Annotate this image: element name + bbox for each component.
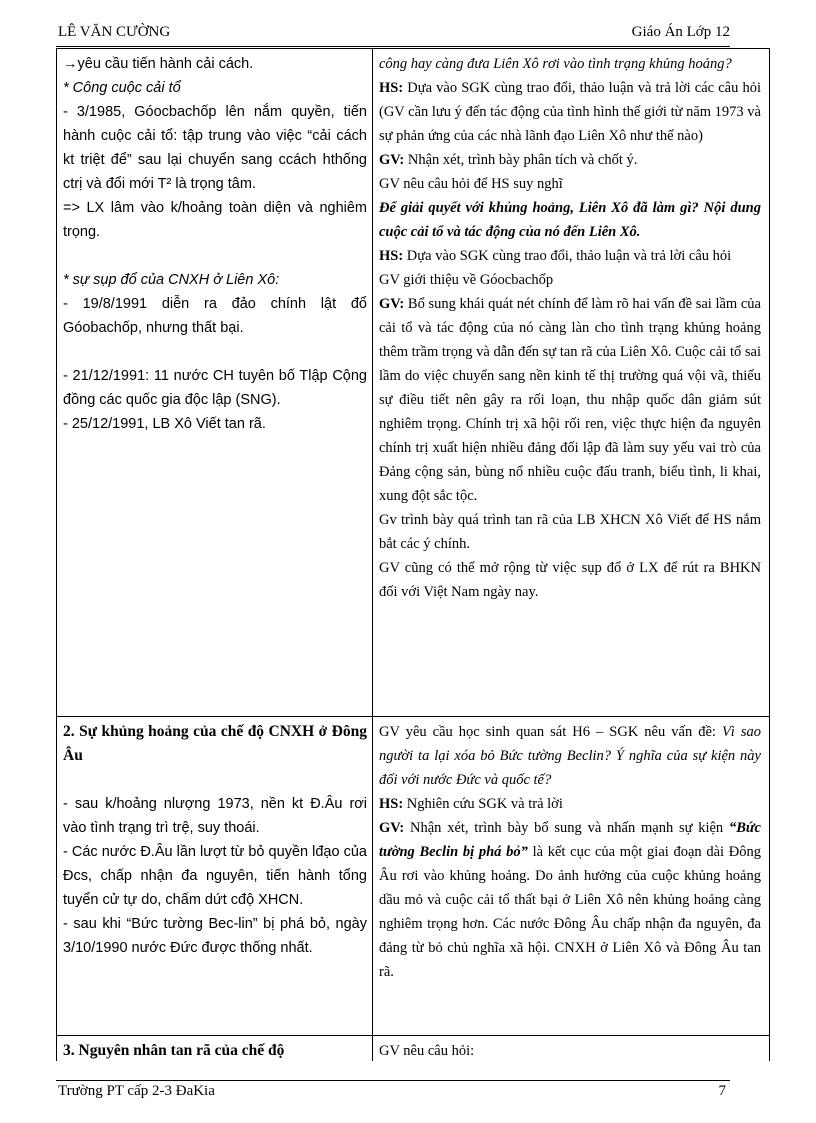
- section-heading: 2. Sự khủng hoảng của chế độ CNXH ở Đông Âu: [63, 723, 367, 764]
- column-divider: [372, 49, 373, 1061]
- paragraph: - sau k/hoảng nlượng 1973, nền kt Đ.Âu rơi vào tình trạng trì trệ, suy thoái.: [63, 796, 367, 836]
- paragraph: GV yêu cầu học sinh quan sát H6 – SGK nêu vấn đề: Vì sao người ta lại xóa bỏ Bức tường Beclin? Ý nghĩa của sự kiện này đối với nước Đức và quốc tế?: [379, 724, 761, 788]
- paragraph: HS: Nghiên cứu SGK và trả lời: [379, 796, 563, 812]
- role-label: HS:: [379, 248, 404, 264]
- row-divider: [57, 1035, 769, 1036]
- row2-right-cell: [379, 720, 761, 984]
- row1-left-cell: [63, 52, 367, 436]
- paragraph: - Các nước Đ.Âu lần lượt từ bỏ quyền lđạo của Đcs, chấp nhận đa nguyên, tiến hành tổng tuyển cử tự do, chấm dứt cđộ XHCN.: [63, 844, 367, 908]
- author-name: LÊ VĂN CƯỜNG: [58, 24, 171, 40]
- row3-right-cell: [379, 1039, 761, 1063]
- question: Để giải quyết với khủng hoảng, Liên Xô đã làm gì? Nội dung cuộc cải tổ và tác động của nó đến Liên Xô.: [379, 200, 761, 240]
- role-label: HS:: [379, 80, 404, 96]
- page-number: 7: [718, 1083, 726, 1099]
- row1-right-cell: [379, 52, 761, 604]
- quote: “Bức tường Beclin bị phá bỏ”: [379, 820, 761, 860]
- paragraph: - 19/8/1991 diễn ra đảo chính lật đổ Góobachốp, nhưng thất bại.: [63, 296, 367, 336]
- subheading: * Công cuộc cải tổ: [63, 80, 181, 96]
- paragraph: - sau khi “Bức tường Bec-lin” bị phá bỏ, ngày 3/10/1990 nước Đức được thống nhất.: [63, 916, 367, 956]
- paragraph: GV: Bổ sung khái quát nét chính để làm rõ hai vấn đề sai lầm của cải tổ và tác động của nó càng làn cho tình trạng khủng hoảng thêm trầm trọng và dẫn đến sự tan rã của Liên Xô. Cuộc cải tổ sai lầm do việc chuyển sang nền kinh tế thị trường quá vội vã, thiếu sự điều tiết nên gây ra rối loạn, thu nhập quốc dân giảm sút nghiêm trọng. Chính trị xã hội rối ren, việc thực hiện đa nguyên chính trị xuất hiện nhiều đảng đối lập đã làm suy yếu vai trò của Đảng cộng sản, bùng nổ nhiều cuộc đấu tranh, biểu tình, li khai, xung đột sắc tộc.: [379, 296, 761, 504]
- paragraph: GV nêu câu hỏi:: [379, 1043, 475, 1059]
- paragraph: GV: Nhận xét, trình bày phân tích và chốt ý.: [379, 152, 638, 168]
- role-label: GV:: [379, 152, 405, 168]
- page-footer: [56, 1080, 730, 1107]
- subheading: * sự sụp đổ của CNXH ở Liên Xô:: [63, 272, 280, 288]
- school-name: Trường PT cấp 2-3 ĐaKia: [58, 1083, 215, 1099]
- paragraph: - 21/12/1991: 11 nước CH tuyên bố Tlập Cộng đồng các quốc gia độc lập (SNG).: [63, 368, 367, 408]
- text-line: →yêu cầu tiến hành cải cách.: [63, 56, 254, 72]
- paragraph: GV giới thiệu về Góocbachốp: [379, 272, 554, 288]
- row3-left-cell: [63, 1039, 367, 1063]
- paragraph: - 3/1985, Góocbachốp lên nắm quyền, tiến hành cuộc cải tổ: tập trung vào việc “cải cách kt triệt để” sau lại chuyển sang ccách hthống ctrị và đổi mới T² là trọng tâm.: [63, 104, 367, 192]
- paragraph: GV cũng có thể mở rộng từ việc sụp đổ ở LX để rút ra BHKN đối với Việt Nam ngày nay.: [379, 560, 761, 600]
- paragraph: HS: Dựa vào SGK cùng trao đổi, thảo luận và trả lời các câu hỏi (GV cần lưu ý đến tác động của tình hình thế giới từ năm 1973 và sự phản ứng của các nhà lãnh đạo Liên Xô như thế nào): [379, 80, 761, 144]
- paragraph: Gv trình bày quá trình tan rã của LB XHCN Xô Viết để HS nắm bắt các ý chính.: [379, 512, 761, 552]
- paragraph: GV nêu câu hỏi để HS suy nghĩ: [379, 176, 563, 192]
- role-label: HS:: [379, 796, 404, 812]
- page-header: [56, 22, 730, 47]
- role-label: GV:: [379, 820, 405, 836]
- paragraph: - 25/12/1991, LB Xô Viết tan rã.: [63, 416, 266, 432]
- row-divider: [57, 716, 769, 717]
- role-label: GV:: [379, 296, 405, 312]
- row2-left-cell: [63, 720, 367, 960]
- lesson-table: [56, 48, 770, 1061]
- subject-label: Giáo Án Lớp 12: [631, 24, 730, 40]
- section-heading: 3. Nguyên nhân tan rã của chế độ: [63, 1042, 285, 1059]
- paragraph: công hay càng đưa Liên Xô rơi vào tình trạng khủng hoảng?: [379, 56, 732, 72]
- paragraph: HS: Dựa vào SGK cùng trao đổi, thảo luận và trả lời câu hỏi: [379, 248, 732, 264]
- paragraph: GV: Nhận xét, trình bày bổ sung và nhấn mạnh sự kiện “Bức tường Beclin bị phá bỏ” là kết cục của một giai đoạn dài Đông Âu rơi vào khủng hoảng. Do ảnh hưởng của cuộc khủng hoảng dầu mỏ và cuộc cải tổ thất bại ở Liên Xô nên khủng hoảng càng nghiêm trọng hơn. Các nước Đông Âu chấp nhận đa nguyên, đa đảng từ bỏ chủ nghĩa xã hội. CNXH ở Liên Xô và Đông Âu tan rã.: [379, 820, 761, 980]
- paragraph: => LX lâm vào k/hoảng toàn diện và nghiêm trọng.: [63, 200, 367, 240]
- question: Vì sao người ta lại xóa bỏ Bức tường Beclin? Ý nghĩa của sự kiện này đối với nước Đức và quốc tế?: [379, 724, 761, 788]
